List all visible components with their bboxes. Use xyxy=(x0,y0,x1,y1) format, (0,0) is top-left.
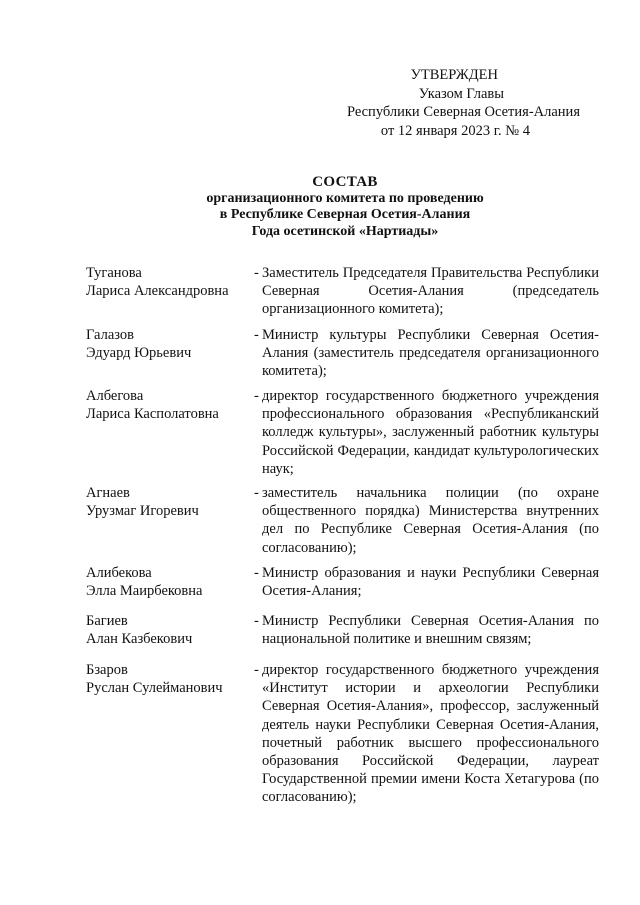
member-role: Министр культуры Республики Северная Осетия-Алания (заместитель председателя организационного комитета); xyxy=(262,327,599,380)
member-surname: Алибекова xyxy=(86,565,152,581)
member-dash: - xyxy=(254,327,259,343)
member-name xyxy=(86,612,256,648)
member-given-names: Лариса Александровна xyxy=(86,283,229,300)
approval-decree: Указом Главы xyxy=(418,85,504,102)
document-heading xyxy=(110,174,580,240)
member-surname: Туганова xyxy=(86,265,142,281)
member-given-names: Эдуард Юрьевич xyxy=(86,345,192,362)
member-surname: Албегова xyxy=(86,388,144,404)
member-given-names: Руслан Сулейманович xyxy=(86,680,223,697)
member-given-names: Лариса Касполатовна xyxy=(86,406,219,423)
member-surname: Бзаров xyxy=(86,662,128,678)
approval-title: УТВЕРЖДЕН xyxy=(410,67,498,83)
member-dash: - xyxy=(254,265,259,281)
heading-line-4: Года осетинской «Нартиады» xyxy=(251,223,439,239)
member-role: директор государственного бюджетного учреждения профессионального образования «Республиканский колледж культуры», заслуженный работник культуры Российской Федерации, кандидат культурологических наук; xyxy=(262,388,599,477)
approval-block xyxy=(330,66,580,140)
member-name xyxy=(86,484,256,520)
heading-line-3: в Республике Северная Осетия-Алания xyxy=(219,207,471,222)
approval-republic: Республики Северная Осетия-Алания xyxy=(346,104,580,120)
document-title: СОСТАВ xyxy=(312,174,378,190)
member-name xyxy=(86,264,256,300)
member-role: Министр Республики Северная Осетия-Алания по национальной политике и внешним связям; xyxy=(262,613,599,648)
member-name xyxy=(86,661,256,697)
member-role: Заместитель Председателя Правительства Республики Северная Осетия-Алания (председатель организационного комитета); xyxy=(262,265,599,318)
approval-date: от 12 января 2023 г. № 4 xyxy=(380,122,530,139)
member-given-names: Алан Казбекович xyxy=(86,631,193,648)
member-dash: - xyxy=(254,662,259,678)
member-role: заместитель начальника полиции (по охране общественного порядка) Министерства внутренних дел по Республике Северная Осетия-Алания (по согласованию); xyxy=(262,485,599,556)
member-role: Министр образования и науки Республики Северная Осетия-Алания; xyxy=(262,565,599,600)
member-given-names: Урузмаг Игоревич xyxy=(86,503,199,520)
member-surname: Галазов xyxy=(86,327,134,343)
heading-line-2: организационного комитета по проведению xyxy=(206,190,484,206)
member-name xyxy=(86,387,256,423)
member-dash: - xyxy=(254,565,259,581)
member-surname: Багиев xyxy=(86,613,128,629)
member-dash: - xyxy=(254,388,259,404)
member-surname: Агнаев xyxy=(86,485,130,501)
member-given-names: Элла Маирбековна xyxy=(86,583,203,600)
member-name xyxy=(86,326,256,362)
member-name xyxy=(86,564,256,600)
member-dash: - xyxy=(254,613,259,629)
member-dash: - xyxy=(254,485,259,501)
member-role: директор государственного бюджетного учреждения «Институт истории и археологии Республики Северная Осетия-Алания», профессор, заслуженный деятель науки Республики Северная Осетия-Алания, почетный работник высшего профессионального образования Российской Федерации, лауреат Государственной премии имени Коста Хетагурова (по согласованию); xyxy=(262,662,599,806)
